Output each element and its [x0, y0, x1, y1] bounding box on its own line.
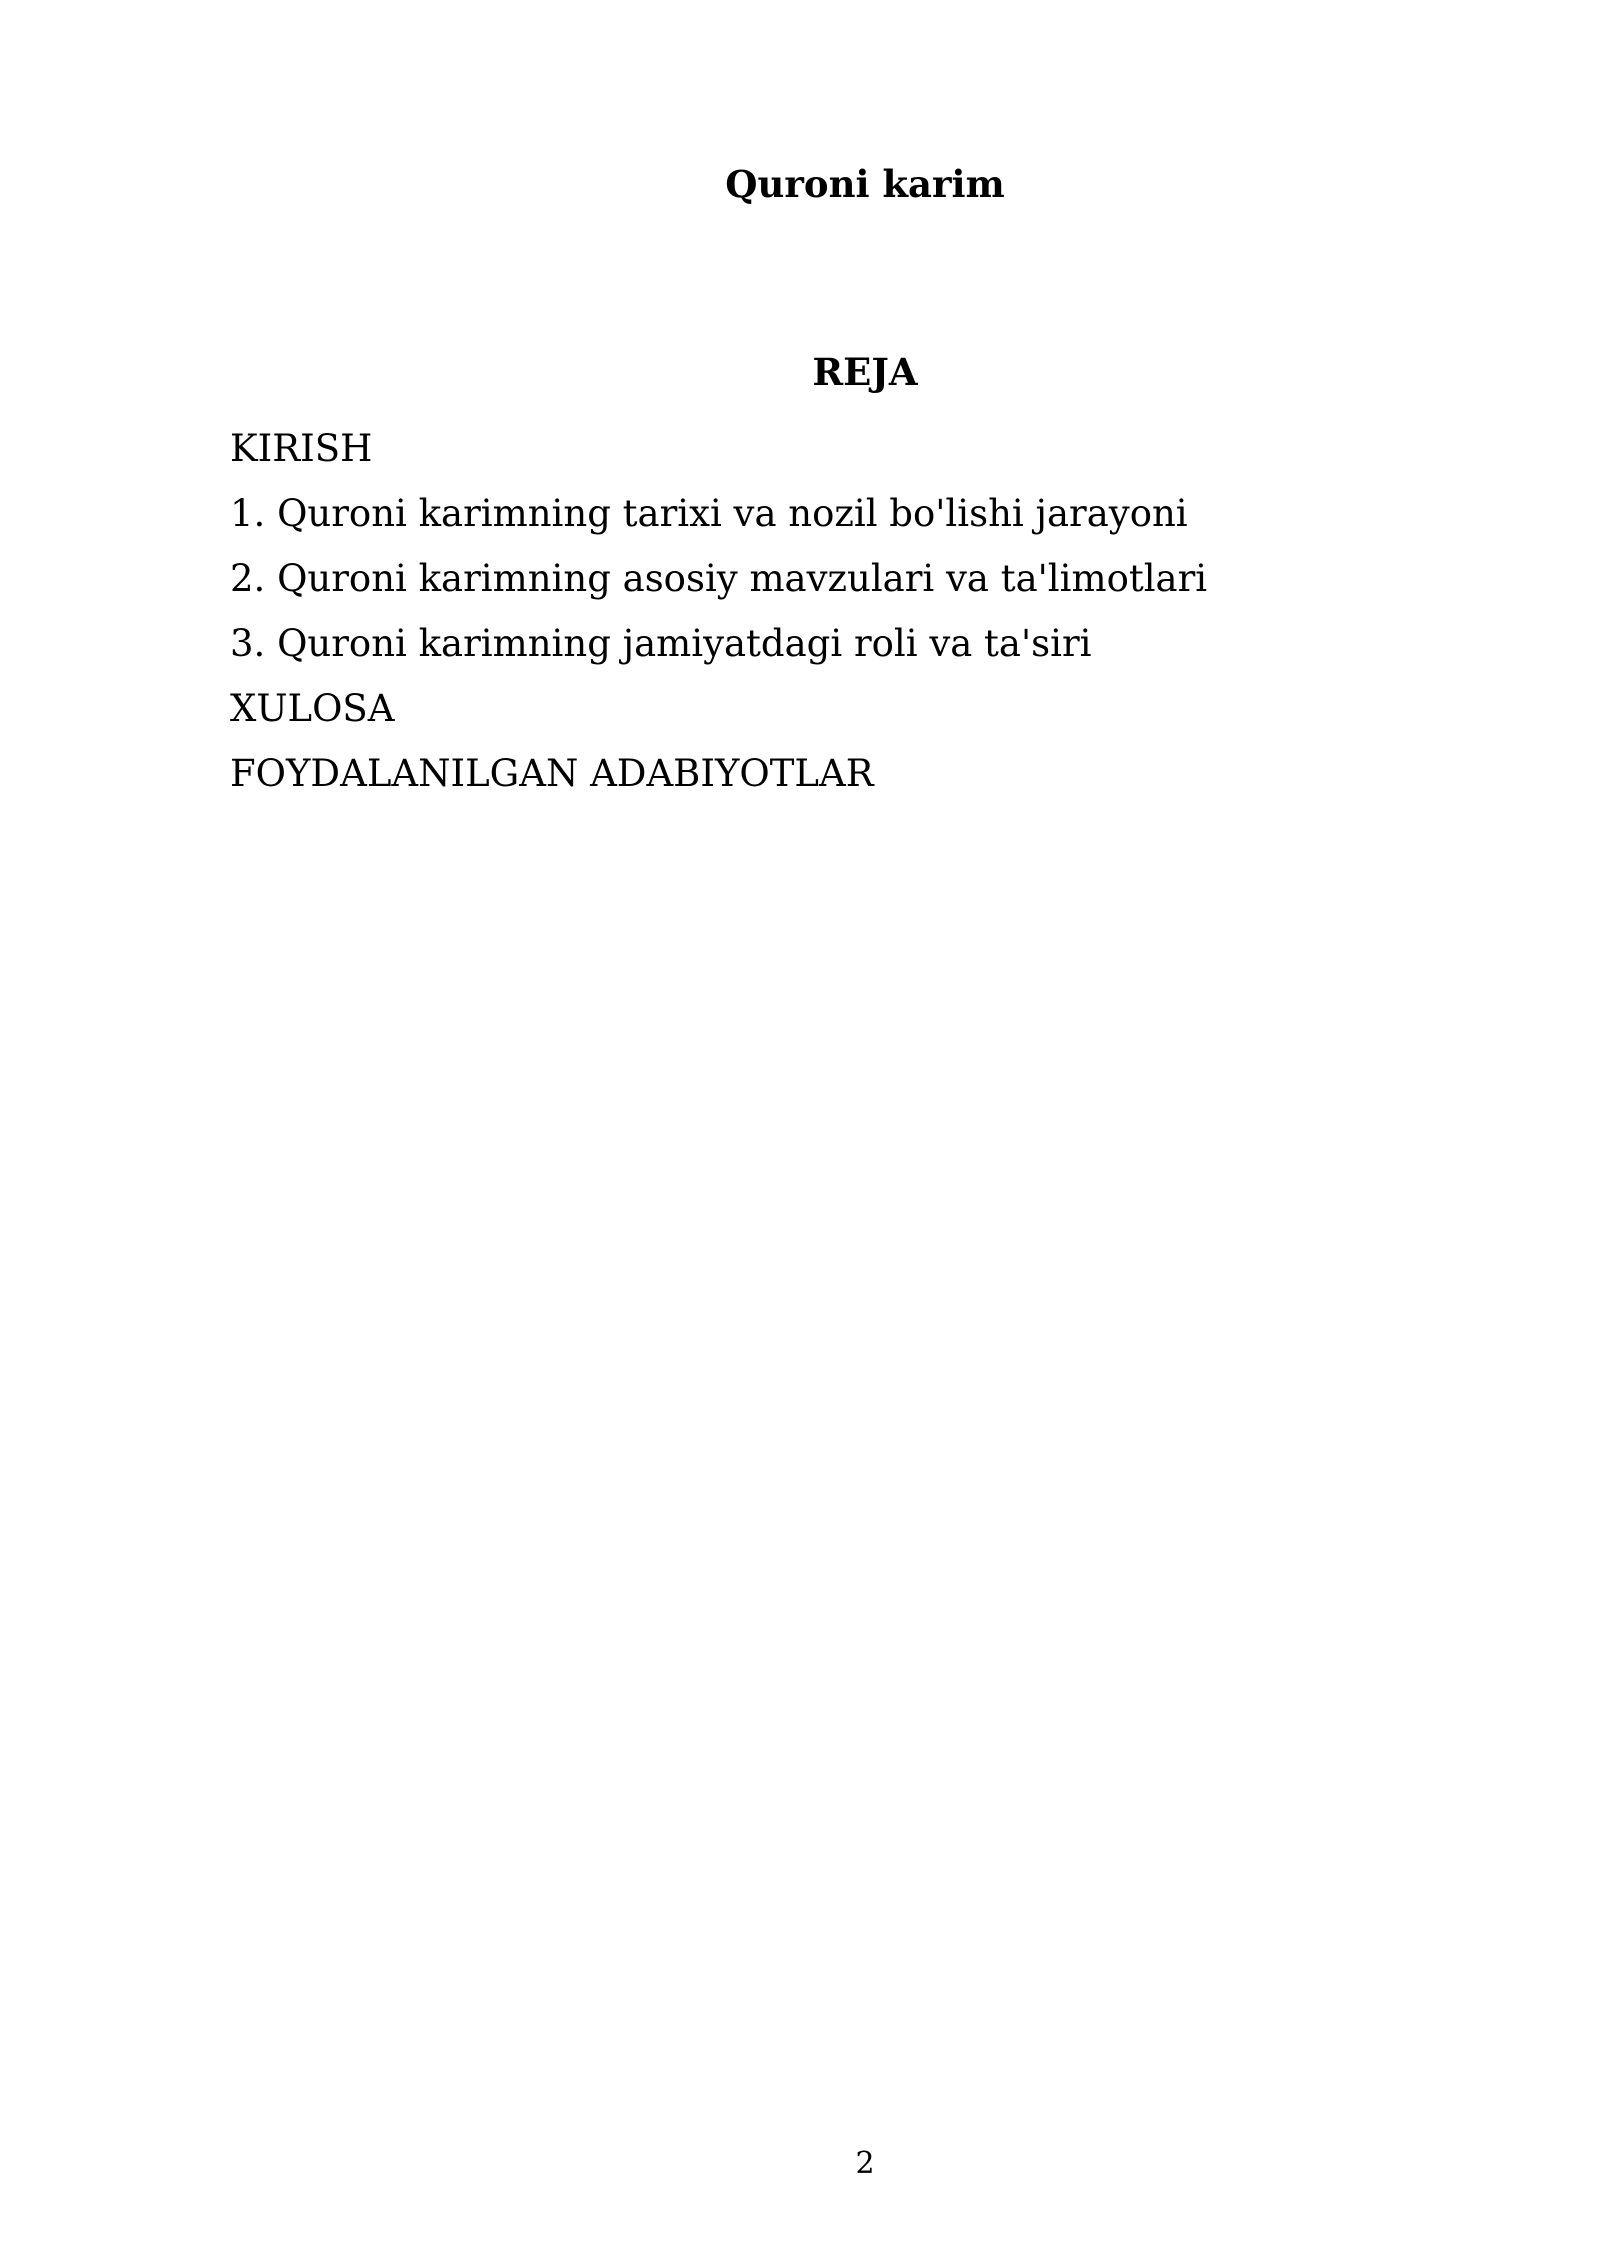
plan-item-2: 2. Quroni karimning asosiy mavzulari va ta'limotlari [230, 557, 1208, 600]
plan-item-conclusion: XULOSA [230, 687, 395, 730]
plan-item-1: 1. Quroni karimning tarixi va nozil bo'lishi jarayoni [230, 492, 1188, 535]
document-title: Quroni karim [725, 162, 1005, 206]
plan-item-3: 3. Quroni karimning jamiyatdagi roli va ta'siri [230, 622, 1092, 665]
plan-item-references: FOYDALANILGAN ADABIYOTLAR [230, 752, 874, 795]
plan-heading: REJA [812, 350, 918, 394]
plan-list [230, 416, 1207, 806]
plan-item-introduction: KIRISH [230, 427, 373, 470]
page-number: 2 [855, 2146, 875, 2181]
